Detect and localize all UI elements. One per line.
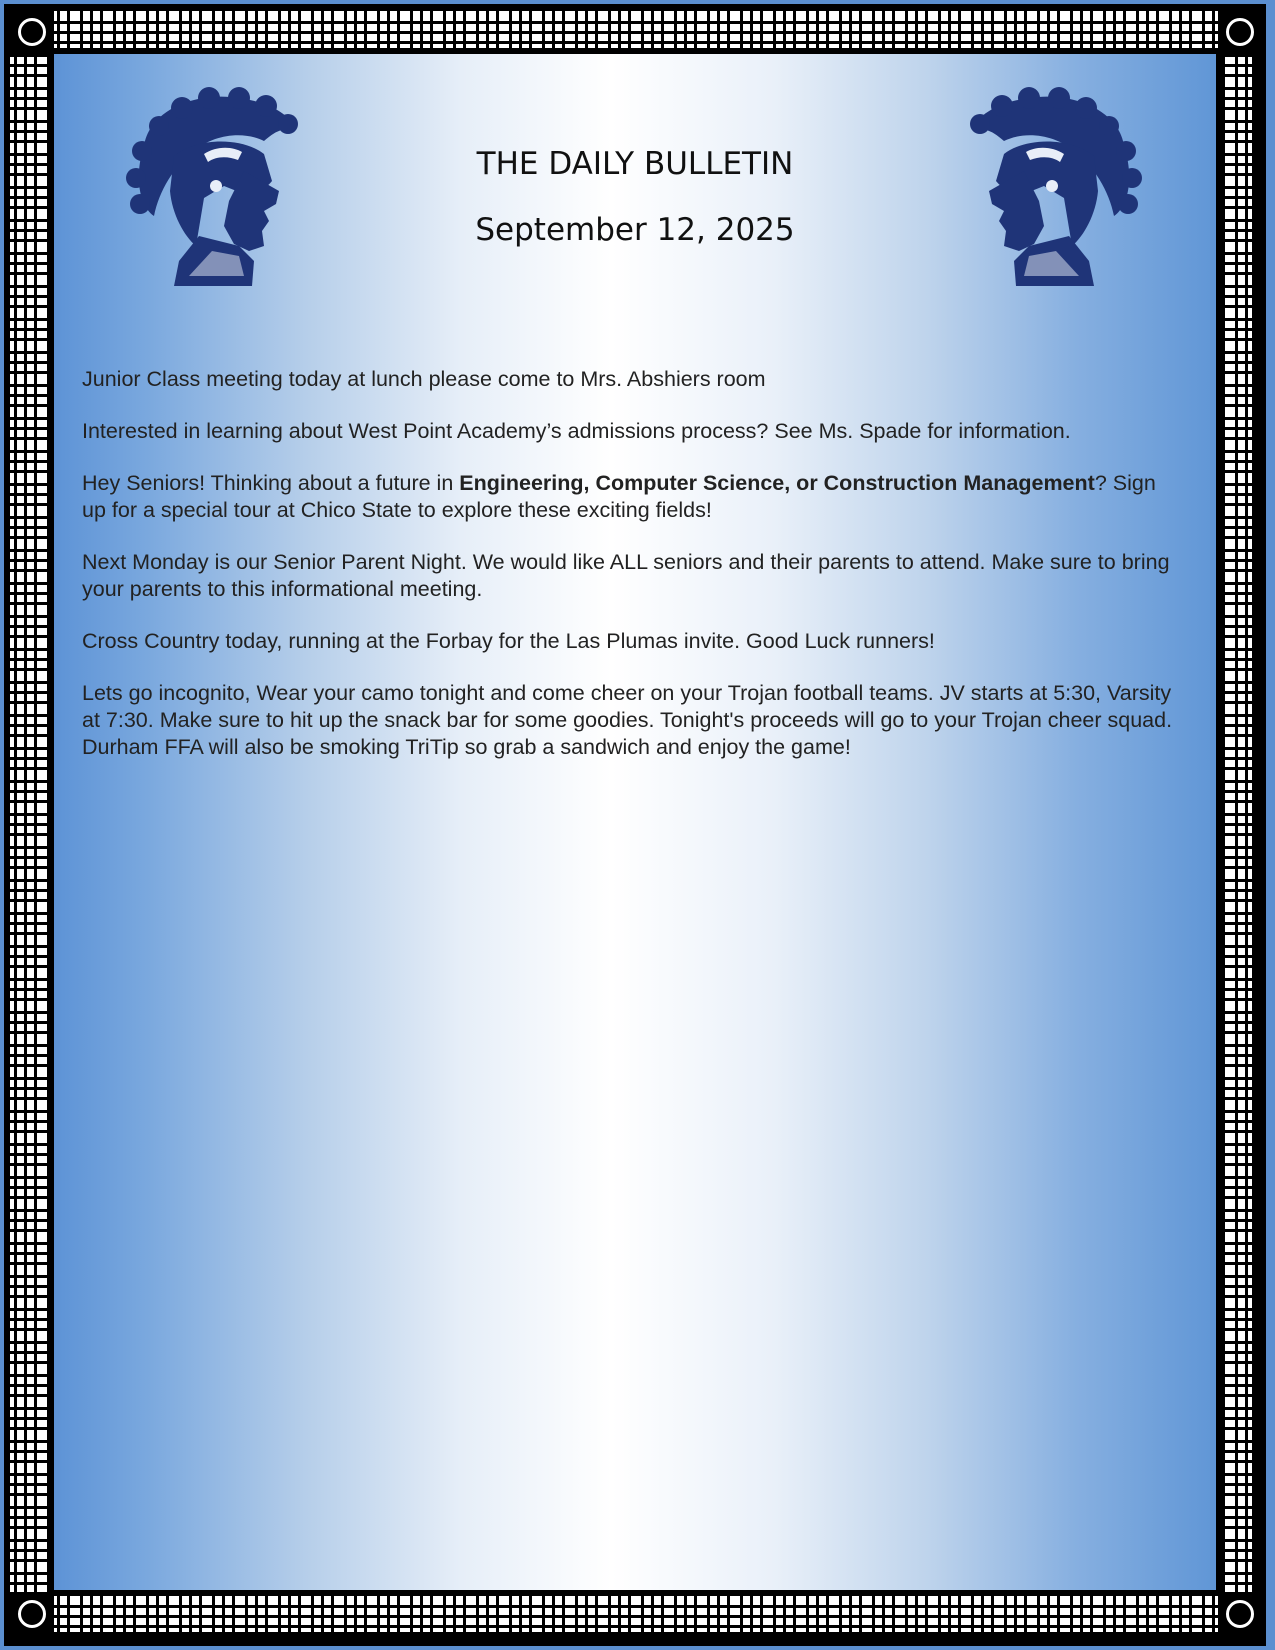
announcement-emphasis: Engineering, Computer Science, or Construction Management: [459, 471, 1095, 495]
announcement-cross-country: Cross Country today, running at the Forbay for the Las Plumas invite. Good Luck runners!: [82, 629, 935, 653]
announcement-west-point: Interested in learning about West Point Academy’s admissions process? See Ms. Spade for information.: [82, 419, 1071, 443]
announcement-football-game: Lets go incognito, Wear your camo tonight and come cheer on your Trojan football teams. JV starts at 5:30, Varsity at 7:30. Make sure to hit up the snack bar for some goodies. Tonight's proceeds will go to your Trojan cheer squad. Durham FFA will also be smoking TriTip so grab a sandwich and enjoy the game!: [82, 681, 1173, 759]
corner-circle-icon: [10, 1592, 54, 1636]
corner-circle-icon: [1218, 1592, 1262, 1636]
announcement-junior-meeting: Junior Class meeting today at lunch please come to Mrs. Abshiers room: [82, 367, 766, 391]
trojan-helmet-icon: [104, 86, 304, 298]
corner-circle-icon: [1218, 10, 1262, 54]
announcement-text: Hey Seniors! Thinking about a future in: [82, 471, 460, 495]
announcement-text: ? Sign up for a special tour at Chico State to explore these exciting fields!: [82, 471, 1156, 522]
bulletin-page: [54, 54, 1216, 1590]
bulletin-title: THE DAILY BULLETIN: [476, 146, 794, 182]
bulletin-date: September 12, 2025: [475, 212, 795, 248]
announcement-senior-parent-night: Next Monday is our Senior Parent Night. We would like ALL seniors and their parents to attend. Make sure to bring your parents to this informational meeting.: [82, 550, 1170, 601]
trojan-helmet-icon: [964, 86, 1164, 298]
announcement-chico-state-tour: [82, 470, 1182, 524]
announcements-list: [82, 366, 1182, 786]
